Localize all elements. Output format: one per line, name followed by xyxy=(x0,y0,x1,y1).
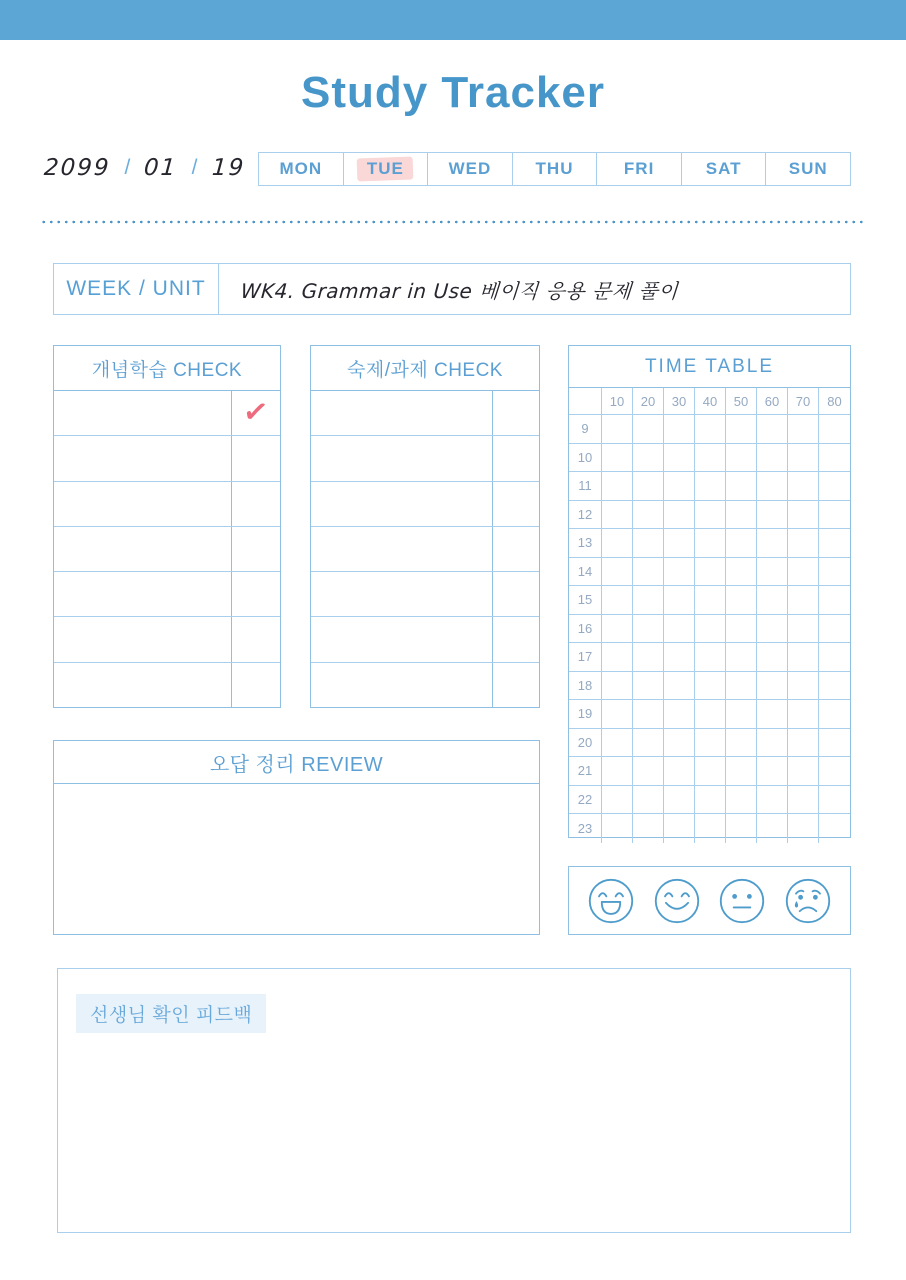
check-cell[interactable] xyxy=(232,527,280,571)
task-cell[interactable] xyxy=(311,572,493,616)
timetable-cell[interactable] xyxy=(664,415,695,444)
timetable-cell[interactable] xyxy=(602,729,633,758)
time-table xyxy=(568,345,851,838)
check-mark: ✓ xyxy=(241,394,271,431)
homework-check-table xyxy=(310,345,540,708)
task-cell[interactable] xyxy=(54,663,232,708)
timetable-cell[interactable] xyxy=(757,415,788,444)
timetable-cell[interactable] xyxy=(757,501,788,530)
check-cell[interactable] xyxy=(493,572,539,616)
day-label: WED xyxy=(448,159,492,178)
week-unit-box xyxy=(53,263,851,315)
check-cell[interactable] xyxy=(232,663,280,708)
timetable-cell[interactable] xyxy=(602,786,633,815)
table-row xyxy=(54,663,280,708)
task-cell[interactable] xyxy=(311,617,493,661)
timetable-cell[interactable] xyxy=(757,729,788,758)
check-cell[interactable] xyxy=(493,617,539,661)
time-table-corner-cell xyxy=(569,388,602,415)
day-tab-wed[interactable] xyxy=(428,153,513,185)
timetable-cell[interactable] xyxy=(788,786,819,815)
table-row xyxy=(311,436,539,481)
timetable-cell[interactable] xyxy=(602,558,633,587)
timetable-cell[interactable] xyxy=(633,615,664,644)
timetable-cell[interactable] xyxy=(695,529,726,558)
review-box xyxy=(53,740,540,935)
timetable-cell[interactable] xyxy=(695,501,726,530)
timetable-cell[interactable] xyxy=(819,786,850,815)
timetable-cell[interactable] xyxy=(695,729,726,758)
timetable-cell[interactable] xyxy=(602,501,633,530)
timetable-cell[interactable] xyxy=(726,643,757,672)
hour-label: 19 xyxy=(569,700,602,729)
table-row xyxy=(311,482,539,527)
timetable-cell[interactable] xyxy=(788,444,819,473)
timetable-cell[interactable] xyxy=(695,814,726,843)
table-row xyxy=(54,482,280,527)
timetable-cell[interactable] xyxy=(788,814,819,843)
timetable-cell[interactable] xyxy=(788,501,819,530)
table-row xyxy=(54,527,280,572)
timetable-cell[interactable] xyxy=(819,700,850,729)
timetable-cell[interactable] xyxy=(695,786,726,815)
timetable-cell[interactable] xyxy=(726,501,757,530)
timetable-cell[interactable] xyxy=(757,529,788,558)
hour-label: 11 xyxy=(569,472,602,501)
timetable-cell[interactable] xyxy=(664,700,695,729)
timetable-cell[interactable] xyxy=(788,729,819,758)
timetable-cell[interactable] xyxy=(664,757,695,786)
check-cell[interactable] xyxy=(493,436,539,480)
timetable-cell[interactable] xyxy=(664,501,695,530)
timetable-cell[interactable] xyxy=(664,786,695,815)
timetable-cell[interactable] xyxy=(726,729,757,758)
timetable-cell[interactable] xyxy=(819,444,850,473)
hour-label: 10 xyxy=(569,444,602,473)
concept-check-title: 개념학습 CHECK xyxy=(54,346,280,391)
minute-header: 80 xyxy=(819,388,850,415)
timetable-cell[interactable] xyxy=(633,415,664,444)
hour-label: 18 xyxy=(569,672,602,701)
timetable-cell[interactable] xyxy=(633,586,664,615)
review-content-area[interactable] xyxy=(54,784,539,935)
timetable-cell[interactable] xyxy=(633,444,664,473)
timetable-cell[interactable] xyxy=(695,700,726,729)
timetable-cell[interactable] xyxy=(788,757,819,786)
timetable-cell[interactable] xyxy=(664,643,695,672)
homework-check-rows xyxy=(311,391,539,708)
timetable-cell[interactable] xyxy=(602,700,633,729)
timetable-cell[interactable] xyxy=(819,472,850,501)
teacher-feedback-label: 선생님 확인 피드백 xyxy=(76,994,266,1033)
check-cell[interactable] xyxy=(493,527,539,571)
minute-header: 10 xyxy=(602,388,633,415)
hour-label: 17 xyxy=(569,643,602,672)
timetable-cell[interactable] xyxy=(757,786,788,815)
teacher-feedback-box[interactable] xyxy=(57,968,851,1233)
timetable-cell[interactable] xyxy=(788,700,819,729)
task-cell[interactable] xyxy=(54,436,232,480)
timetable-cell[interactable] xyxy=(695,672,726,701)
table-row xyxy=(311,391,539,436)
day-of-week-tabs xyxy=(258,152,851,186)
timetable-cell[interactable] xyxy=(757,643,788,672)
task-cell[interactable] xyxy=(54,391,232,435)
day-label: SUN xyxy=(788,159,828,178)
timetable-cell[interactable] xyxy=(695,643,726,672)
timetable-cell[interactable] xyxy=(602,757,633,786)
task-cell[interactable] xyxy=(54,527,232,571)
timetable-cell[interactable] xyxy=(726,558,757,587)
hour-label: 13 xyxy=(569,529,602,558)
timetable-cell[interactable] xyxy=(664,729,695,758)
timetable-cell[interactable] xyxy=(819,586,850,615)
task-cell[interactable] xyxy=(311,436,493,480)
table-row xyxy=(54,617,280,662)
minute-header: 40 xyxy=(695,388,726,415)
timetable-cell[interactable] xyxy=(819,757,850,786)
timetable-cell[interactable] xyxy=(819,615,850,644)
time-table-title: TIME TABLE xyxy=(569,346,850,388)
table-row xyxy=(54,436,280,481)
timetable-cell[interactable] xyxy=(757,672,788,701)
timetable-cell[interactable] xyxy=(633,529,664,558)
table-row xyxy=(54,391,280,436)
timetable-cell[interactable] xyxy=(726,672,757,701)
timetable-cell[interactable] xyxy=(602,643,633,672)
timetable-cell[interactable] xyxy=(602,672,633,701)
day-tab-mon[interactable] xyxy=(259,153,344,185)
hour-label: 23 xyxy=(569,814,602,843)
hour-label: 14 xyxy=(569,558,602,587)
timetable-cell[interactable] xyxy=(819,415,850,444)
timetable-cell[interactable] xyxy=(664,615,695,644)
hour-label: 21 xyxy=(569,757,602,786)
check-cell[interactable] xyxy=(493,663,539,708)
minute-header: 60 xyxy=(757,388,788,415)
timetable-cell[interactable] xyxy=(726,586,757,615)
table-row xyxy=(54,572,280,617)
timetable-cell[interactable] xyxy=(757,615,788,644)
timetable-cell[interactable] xyxy=(602,814,633,843)
timetable-cell[interactable] xyxy=(819,729,850,758)
timetable-cell[interactable] xyxy=(602,615,633,644)
timetable-cell[interactable] xyxy=(602,472,633,501)
check-cell[interactable] xyxy=(232,617,280,661)
hour-label: 9 xyxy=(569,415,602,444)
timetable-cell[interactable] xyxy=(633,472,664,501)
timetable-cell[interactable] xyxy=(726,786,757,815)
timetable-cell[interactable] xyxy=(819,672,850,701)
timetable-cell[interactable] xyxy=(726,529,757,558)
check-cell[interactable] xyxy=(493,391,539,435)
day-tab-thu[interactable] xyxy=(513,153,598,185)
check-cell[interactable] xyxy=(232,572,280,616)
timetable-cell[interactable] xyxy=(726,472,757,501)
page-title: Study Tracker xyxy=(300,68,606,117)
timetable-cell[interactable] xyxy=(664,558,695,587)
date-separator: / xyxy=(124,156,131,179)
timetable-cell[interactable] xyxy=(757,472,788,501)
timetable-cell[interactable] xyxy=(819,558,850,587)
week-unit-value[interactable]: WK4. Grammar in Use 베이직 응용 문제 풀이 xyxy=(240,278,680,303)
day-label: THU xyxy=(535,159,574,178)
homework-check-title: 숙제/과제 CHECK xyxy=(311,346,539,391)
day-tab-tue[interactable] xyxy=(344,153,429,185)
laughing-face-icon[interactable] xyxy=(587,877,635,925)
task-cell[interactable] xyxy=(54,572,232,616)
neutral-face-icon[interactable] xyxy=(718,877,766,925)
timetable-cell[interactable] xyxy=(602,529,633,558)
timetable-cell[interactable] xyxy=(788,472,819,501)
timetable-cell[interactable] xyxy=(695,586,726,615)
timetable-cell[interactable] xyxy=(726,415,757,444)
timetable-cell[interactable] xyxy=(633,700,664,729)
date-month[interactable]: 01 xyxy=(143,155,179,181)
day-label: SAT xyxy=(705,159,742,178)
timetable-cell[interactable] xyxy=(664,472,695,501)
minute-header: 50 xyxy=(726,388,757,415)
timetable-cell[interactable] xyxy=(757,444,788,473)
hour-label: 15 xyxy=(569,586,602,615)
timetable-cell[interactable] xyxy=(726,700,757,729)
hour-label: 12 xyxy=(569,501,602,530)
task-cell[interactable] xyxy=(311,391,493,435)
timetable-cell[interactable] xyxy=(757,586,788,615)
timetable-cell[interactable] xyxy=(664,586,695,615)
timetable-cell[interactable] xyxy=(726,444,757,473)
table-row xyxy=(311,572,539,617)
timetable-cell[interactable] xyxy=(633,672,664,701)
timetable-cell[interactable] xyxy=(819,529,850,558)
task-cell[interactable] xyxy=(311,527,493,571)
task-cell[interactable] xyxy=(54,482,232,526)
day-tab-fri[interactable] xyxy=(597,153,682,185)
timetable-cell[interactable] xyxy=(695,757,726,786)
concept-check-rows xyxy=(54,391,280,708)
timetable-cell[interactable] xyxy=(602,586,633,615)
minute-header: 30 xyxy=(664,388,695,415)
timetable-cell[interactable] xyxy=(633,757,664,786)
check-cell[interactable] xyxy=(493,482,539,526)
timetable-cell[interactable] xyxy=(633,786,664,815)
check-cell[interactable] xyxy=(232,436,280,480)
timetable-cell[interactable] xyxy=(788,529,819,558)
hour-label: 22 xyxy=(569,786,602,815)
timetable-cell[interactable] xyxy=(633,814,664,843)
minute-header: 70 xyxy=(788,388,819,415)
timetable-cell[interactable] xyxy=(726,615,757,644)
timetable-cell[interactable] xyxy=(819,643,850,672)
timetable-cell[interactable] xyxy=(726,814,757,843)
timetable-cell[interactable] xyxy=(695,615,726,644)
hour-label: 20 xyxy=(569,729,602,758)
table-row xyxy=(311,663,539,708)
timetable-cell[interactable] xyxy=(757,700,788,729)
day-label: MON xyxy=(279,159,323,178)
date-year[interactable]: 2099 xyxy=(43,155,112,181)
timetable-cell[interactable] xyxy=(695,558,726,587)
timetable-cell[interactable] xyxy=(819,814,850,843)
concept-check-table xyxy=(53,345,281,708)
timetable-cell[interactable] xyxy=(819,501,850,530)
timetable-cell[interactable] xyxy=(757,757,788,786)
timetable-cell[interactable] xyxy=(788,615,819,644)
timetable-cell[interactable] xyxy=(695,444,726,473)
timetable-cell[interactable] xyxy=(757,558,788,587)
timetable-cell[interactable] xyxy=(788,672,819,701)
timetable-cell[interactable] xyxy=(633,643,664,672)
day-tab-sat[interactable] xyxy=(682,153,767,185)
top-banner-bar xyxy=(0,0,906,40)
timetable-cell[interactable] xyxy=(695,472,726,501)
hour-label: 16 xyxy=(569,615,602,644)
timetable-cell[interactable] xyxy=(633,729,664,758)
date-day[interactable]: 19 xyxy=(210,155,246,181)
timetable-cell[interactable] xyxy=(788,415,819,444)
timetable-cell[interactable] xyxy=(664,672,695,701)
timetable-cell[interactable] xyxy=(664,529,695,558)
week-unit-label: WEEK / UNIT xyxy=(54,264,219,314)
date-field[interactable] xyxy=(44,155,245,181)
timetable-cell[interactable] xyxy=(664,444,695,473)
timetable-cell[interactable] xyxy=(695,415,726,444)
timetable-cell[interactable] xyxy=(757,814,788,843)
time-table-grid xyxy=(569,388,850,843)
smiling-face-icon[interactable] xyxy=(653,877,701,925)
timetable-cell[interactable] xyxy=(788,643,819,672)
sad-face-icon[interactable] xyxy=(784,877,832,925)
task-cell[interactable] xyxy=(311,482,493,526)
timetable-cell[interactable] xyxy=(602,415,633,444)
mood-selector xyxy=(568,866,851,935)
timetable-cell[interactable] xyxy=(664,814,695,843)
day-tab-sun[interactable] xyxy=(766,153,850,185)
timetable-cell[interactable] xyxy=(788,558,819,587)
task-cell[interactable] xyxy=(54,617,232,661)
minute-header: 20 xyxy=(633,388,664,415)
timetable-cell[interactable] xyxy=(633,501,664,530)
table-row xyxy=(311,617,539,662)
timetable-cell[interactable] xyxy=(633,558,664,587)
dotted-divider xyxy=(40,220,866,224)
date-separator: / xyxy=(191,156,198,179)
check-cell[interactable] xyxy=(232,391,280,435)
day-label: TUE xyxy=(366,159,404,178)
table-row xyxy=(311,527,539,572)
day-label: FRI xyxy=(623,159,655,178)
check-cell[interactable] xyxy=(232,482,280,526)
timetable-cell[interactable] xyxy=(788,586,819,615)
timetable-cell[interactable] xyxy=(602,444,633,473)
timetable-cell[interactable] xyxy=(726,757,757,786)
review-title: 오답 정리 REVIEW xyxy=(54,741,539,784)
task-cell[interactable] xyxy=(311,663,493,708)
